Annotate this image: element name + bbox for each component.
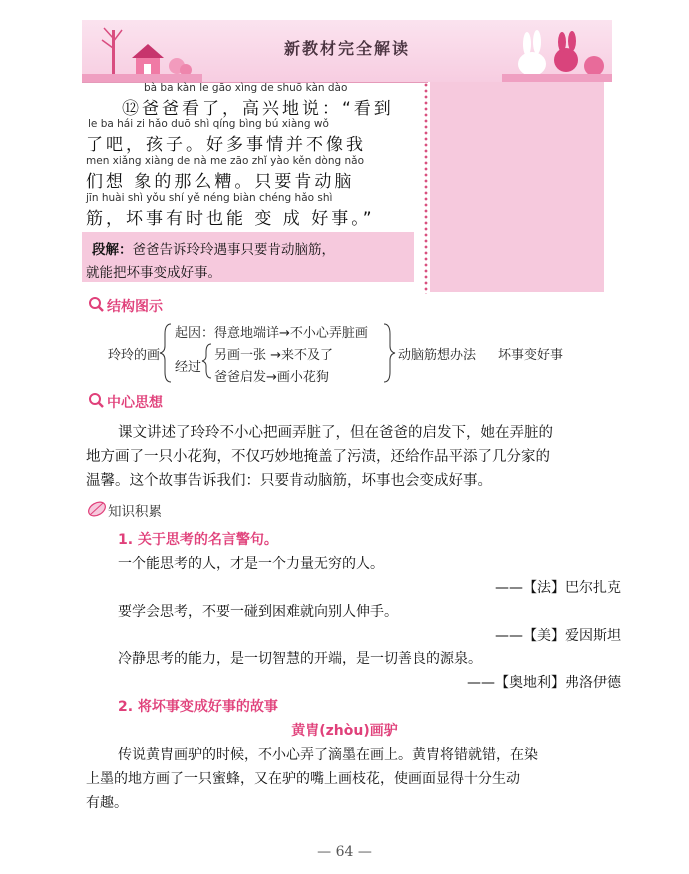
diagram-process-1: 另画一张 →来不及了 (214, 348, 334, 363)
theme-line: 课文讲述了玲玲不小心把画弄脏了，但在爸爸的启发下，她在弄脏的 (118, 425, 553, 441)
section-title-structure: 结构图示 (107, 299, 163, 315)
page-number: — 64 — (317, 844, 372, 860)
quote-author: ——【法】巴尔扎克 (495, 580, 621, 596)
diagram-root: 玲玲的画 (108, 348, 161, 363)
side-note-panel (430, 82, 604, 292)
story-line: 有趣。 (86, 795, 128, 811)
cause-label: 起因： (175, 326, 215, 341)
section-title-theme: 中心思想 (107, 395, 163, 411)
dotted-divider (424, 82, 428, 294)
analysis-label: 段解： (92, 242, 133, 258)
quote-author: ——【奥地利】弗洛伊德 (467, 675, 621, 691)
story-title: 黄胄(zhòu)画驴 (291, 723, 398, 739)
story-line: 传说黄胄画驴的时候，不小心弄了滴墨在画上。黄胄将错就错，在染 (118, 747, 538, 763)
story-line: 上墨的地方画了一只蜜蜂，又在驴的嘴上画枝花，使画面显得十分生动 (86, 771, 520, 787)
knowledge-subtitle-2: 2. 将坏事变成好事的故事 (118, 699, 278, 715)
header-title: 新教材完全解读 (283, 39, 410, 58)
quote-text: 一个能思考的人，才是一个力量无穷的人。 (118, 556, 384, 572)
page-header (82, 20, 612, 82)
diagram-process-2: 爸爸启发→画小花狗 (214, 370, 329, 385)
passage-line: 了吧，孩子。好多事情并不像我 (86, 135, 366, 155)
cause-text: 得意地端详→不小心弄脏画 (214, 326, 368, 341)
analysis-text (92, 238, 335, 258)
diagram-cause (175, 322, 368, 341)
pinyin-line: le ba hái zi hǎo duō shì qíng bìng bú xiàng wǒ (88, 118, 329, 130)
magnifier-icon (88, 296, 104, 312)
diagram-process-label: 经过 (175, 360, 202, 375)
leaf-icon (86, 499, 108, 519)
quote-text: 要学会思考，不要一碰到困难就向别人伸手。 (118, 604, 398, 620)
section-title-knowledge: 知识积累 (108, 504, 162, 520)
analysis-line: 爸爸告诉玲玲遇事只要肯动脑筋， (132, 242, 335, 258)
pinyin-line: bà ba kàn le gāo xìng de shuō kàn dào (144, 82, 348, 94)
passage-line: 们想 象的那么糟。只要肯动脑 (86, 172, 355, 192)
knowledge-subtitle-1: 1. 关于思考的名言警句。 (118, 532, 278, 548)
analysis-line: 就能把坏事变成好事。 (86, 265, 221, 281)
diagram-result: 动脑筋想办法 (398, 348, 477, 363)
quote-text: 冷静思考的能力，是一切智慧的开端，是一切善良的源泉。 (118, 651, 482, 667)
quote-author: ——【美】爱因斯坦 (495, 628, 621, 644)
theme-line: 地方画了一只小花狗，不仅巧妙地掩盖了污渍，还给作品平添了几分家的 (86, 449, 550, 465)
pinyin-line: men xiǎng xiàng de nà me zāo zhǐ yào kěn dòng nǎo (86, 155, 364, 167)
diagram-outcome: 坏事变好事 (498, 348, 564, 363)
theme-line: 温馨。这个故事告诉我们：只要肯动脑筋，坏事也会变成好事。 (86, 473, 492, 489)
rabbits-decoration-icon (502, 20, 612, 82)
magnifier-icon (88, 392, 104, 408)
passage-line: 筋，坏事有时也能 变 成 好事。” (86, 209, 375, 229)
pinyin-line: jīn huài shì yǒu shí yě néng biàn chéng hǎo shì (86, 192, 333, 204)
passage-line: ⑫爸爸看了，高兴地说：“看到 (122, 99, 394, 119)
